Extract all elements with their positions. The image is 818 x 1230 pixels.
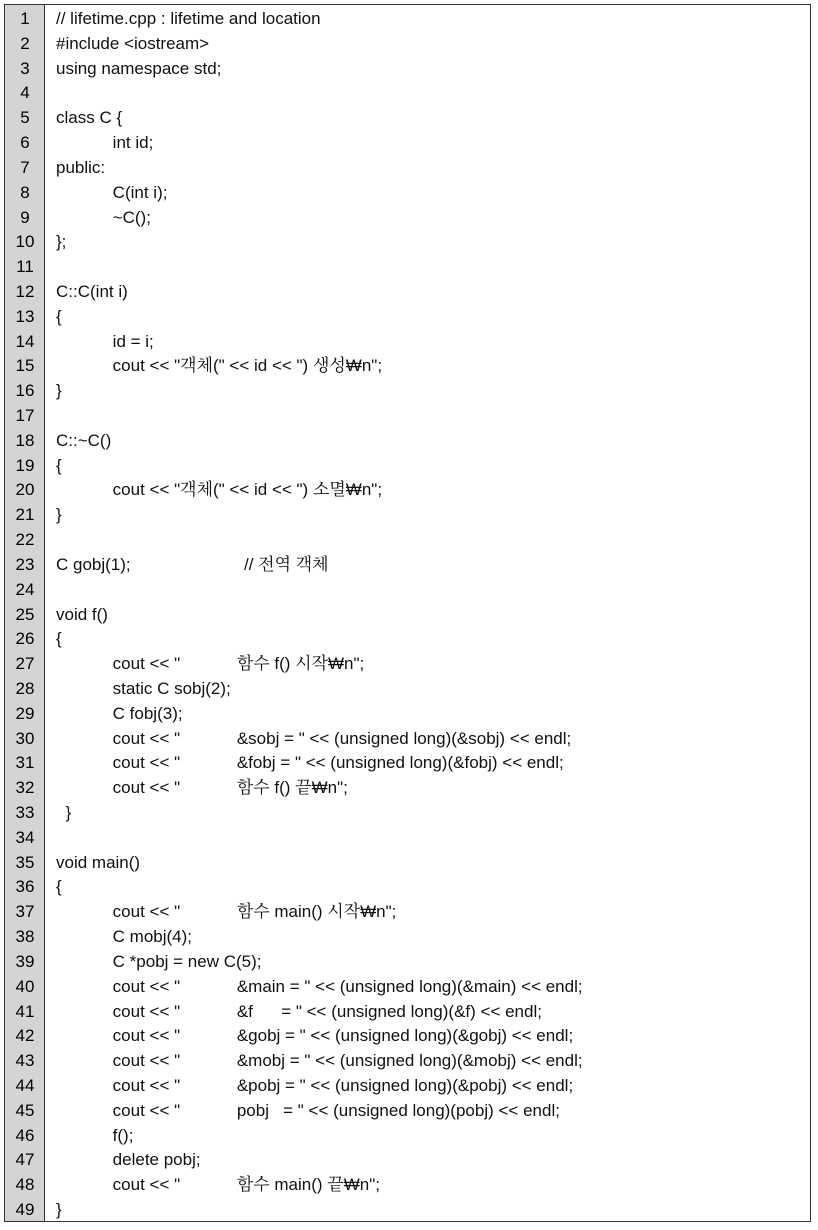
code-line (5, 478, 810, 503)
code-line (5, 1049, 810, 1074)
line-number: 2 (20, 33, 30, 53)
line-number: 27 (15, 654, 35, 674)
code-lines (5, 7, 810, 1223)
line-number: 18 (15, 430, 35, 450)
code-line (5, 1198, 810, 1223)
code-line (5, 280, 810, 305)
line-number: 48 (15, 1175, 35, 1195)
line-number: 46 (15, 1125, 35, 1145)
line-number: 28 (15, 678, 35, 698)
line-number: 20 (15, 480, 35, 500)
code-line (5, 454, 810, 479)
code-line (5, 528, 810, 553)
code-line (5, 925, 810, 950)
code-line (5, 1173, 810, 1198)
code-text: C *pobj = new C(5); (56, 951, 262, 971)
code-text: { (56, 455, 62, 475)
code-line (5, 230, 810, 255)
code-line (5, 975, 810, 1000)
code-text: } (56, 803, 72, 822)
code-text: }; (56, 232, 67, 252)
code-text: cout << " 함수 f() 끝₩n"; (56, 778, 348, 798)
code-line (5, 7, 810, 32)
line-number: 38 (15, 927, 35, 947)
code-text: cout << "객체(" << id << ") 생성₩n"; (56, 356, 383, 376)
code-text: cout << " &gobj = " << (unsigned long)(&gobj) << endl; (56, 1026, 574, 1046)
code-text: C(int i); (56, 182, 168, 202)
code-line (5, 677, 810, 702)
line-number: 39 (15, 951, 35, 971)
line-number: 40 (15, 976, 35, 996)
code-text: C gobj(1); // 전역 객체 (56, 554, 329, 574)
code-text: { (56, 629, 62, 649)
line-number: 45 (15, 1100, 35, 1120)
code-line (5, 776, 810, 801)
code-text: C::~C() (56, 430, 112, 450)
code-line (5, 826, 810, 851)
code-text: public: (56, 157, 106, 177)
line-number: 14 (15, 331, 35, 351)
code-text: C fobj(3); (56, 703, 183, 723)
code-text: f(); (56, 1125, 134, 1145)
code-line (5, 652, 810, 677)
code-text: static C sobj(2); (56, 678, 231, 698)
line-number: 44 (15, 1075, 35, 1095)
line-number: 41 (15, 1001, 35, 1021)
code-line (5, 751, 810, 776)
code-line (5, 156, 810, 181)
line-number: 4 (20, 83, 30, 103)
code-listing-frame (4, 4, 811, 1222)
code-text: cout << " 함수 main() 끝₩n"; (56, 1175, 380, 1195)
code-line (5, 305, 810, 330)
line-number: 16 (15, 381, 35, 401)
line-number: 29 (15, 703, 35, 723)
line-number: 37 (15, 902, 35, 922)
code-line (5, 32, 810, 57)
code-text: C mobj(4); (56, 927, 193, 947)
code-line (5, 851, 810, 876)
line-number: 7 (20, 157, 30, 177)
code-line (5, 81, 810, 106)
line-number: 23 (15, 554, 35, 574)
line-number: 31 (15, 753, 35, 773)
code-text: delete pobj; (56, 1150, 201, 1170)
line-number: 34 (15, 827, 35, 847)
code-line (5, 181, 810, 206)
code-line (5, 875, 810, 900)
line-number: 30 (15, 728, 35, 748)
code-text: cout << " &mobj = " << (unsigned long)(&mobj) << endl; (56, 1051, 583, 1071)
code-line (5, 1124, 810, 1149)
code-line (5, 553, 810, 578)
line-number: 6 (20, 133, 30, 153)
code-line (5, 429, 810, 454)
line-number: 32 (15, 778, 35, 798)
code-text: C::C(int i) (56, 281, 128, 301)
code-text: } (56, 381, 62, 401)
code-text: cout << " &sobj = " << (unsigned long)(&sobj) << endl; (56, 728, 572, 748)
code-line (5, 702, 810, 727)
code-line (5, 404, 810, 429)
code-text: using namespace std; (56, 58, 222, 78)
code-line (5, 627, 810, 652)
line-number: 21 (15, 505, 35, 525)
line-number: 11 (16, 257, 34, 277)
code-line (5, 603, 810, 628)
line-number: 26 (15, 629, 35, 649)
line-number: 13 (15, 306, 35, 326)
code-line (5, 900, 810, 925)
line-number: 24 (15, 579, 35, 599)
code-line (5, 206, 810, 231)
code-text: class C { (56, 108, 123, 128)
code-line (5, 1099, 810, 1124)
code-text: } (56, 1200, 62, 1219)
code-text: } (56, 505, 62, 525)
code-line (5, 801, 810, 826)
code-text: cout << "객체(" << id << ") 소멸₩n"; (56, 480, 383, 500)
code-text: cout << " 함수 f() 시작₩n"; (56, 654, 365, 674)
line-number: 43 (15, 1051, 35, 1071)
code-text: cout << " pobj = " << (unsigned long)(pobj) << endl; (56, 1100, 560, 1120)
code-line (5, 57, 810, 82)
line-number: 25 (15, 604, 35, 624)
code-line (5, 950, 810, 975)
line-number: 3 (20, 58, 30, 78)
code-text: // lifetime.cpp : lifetime and location (56, 9, 321, 28)
code-line (5, 1024, 810, 1049)
code-line (5, 354, 810, 379)
line-number: 5 (20, 108, 30, 128)
code-text: #include <iostream> (56, 33, 210, 53)
line-number: 42 (15, 1026, 35, 1046)
code-line (5, 503, 810, 528)
line-number: 35 (15, 852, 35, 872)
code-text: void main() (56, 852, 141, 872)
code-line (5, 578, 810, 603)
code-line (5, 131, 810, 156)
code-line (5, 379, 810, 404)
code-text: ~C(); (56, 207, 151, 227)
code-line (5, 255, 810, 280)
code-line (5, 106, 810, 131)
line-number: 1 (20, 9, 30, 28)
code-text: cout << " &f = " << (unsigned long)(&f) << endl; (56, 1001, 542, 1021)
line-number: 33 (15, 803, 35, 822)
code-text: cout << " &fobj = " << (unsigned long)(&fobj) << endl; (56, 753, 564, 773)
code-line (5, 330, 810, 355)
code-text: cout << " &main = " << (unsigned long)(&main) << endl; (56, 976, 583, 996)
code-line (5, 1074, 810, 1099)
line-number: 36 (15, 877, 35, 897)
line-number: 9 (20, 207, 30, 227)
code-text: id = i; (56, 331, 154, 351)
line-number: 22 (15, 530, 35, 550)
line-number: 10 (15, 232, 35, 252)
code-text: { (56, 306, 62, 326)
code-text: cout << " 함수 main() 시작₩n"; (56, 902, 397, 922)
code-text: int id; (56, 133, 154, 153)
code-text: cout << " &pobj = " << (unsigned long)(&pobj) << endl; (56, 1075, 574, 1095)
line-number: 15 (15, 356, 35, 376)
code-text: void f() (56, 604, 108, 624)
line-number: 19 (15, 455, 35, 475)
line-number: 8 (20, 182, 30, 202)
line-number: 49 (15, 1200, 35, 1219)
code-text: { (56, 877, 62, 897)
line-number: 47 (15, 1150, 35, 1170)
line-number: 17 (15, 406, 35, 425)
code-line (5, 727, 810, 752)
line-number: 12 (15, 281, 35, 301)
code-line (5, 1148, 810, 1173)
code-line (5, 1000, 810, 1025)
